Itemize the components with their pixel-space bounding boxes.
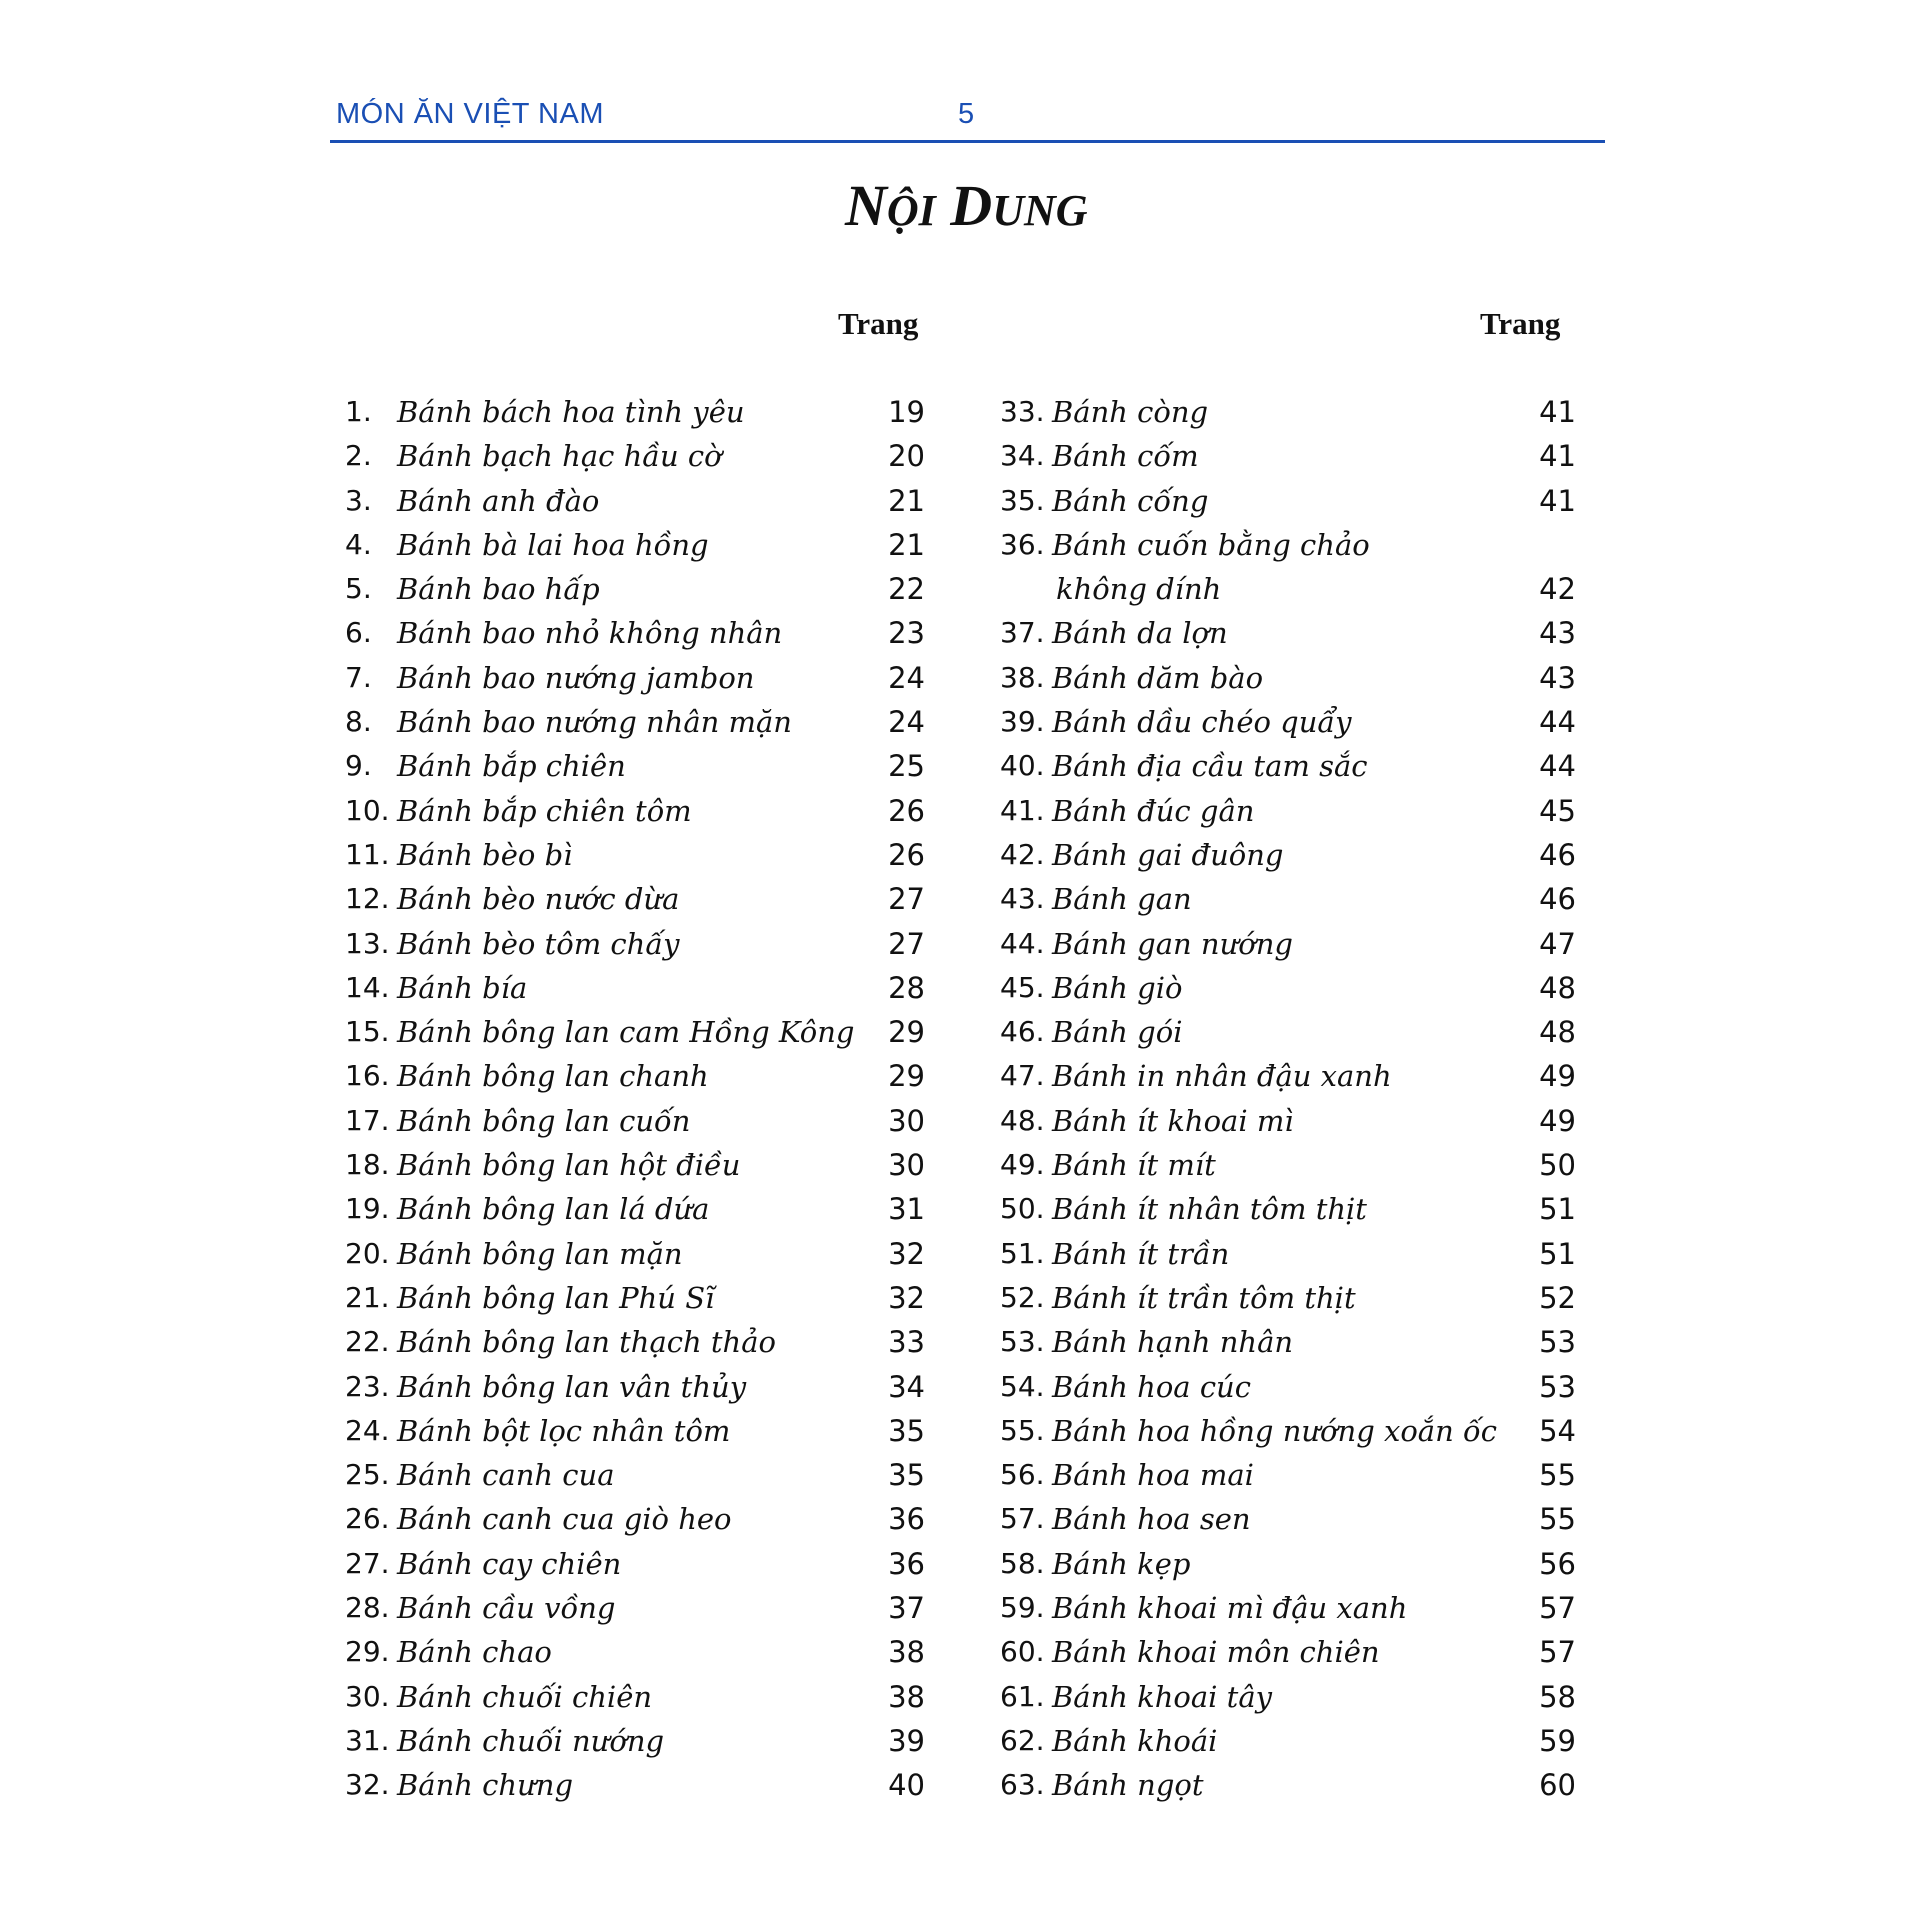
toc-entry bbox=[345, 1365, 925, 1409]
entry-page: 26 bbox=[888, 837, 925, 872]
entry-title: Bánh chuối nướng bbox=[397, 1723, 665, 1758]
entry-title: Bánh bông lan lá dứa bbox=[397, 1192, 710, 1227]
entry-page: 53 bbox=[1539, 1325, 1576, 1360]
toc-entry bbox=[345, 1409, 925, 1453]
entry-number: 60. bbox=[1000, 1635, 1045, 1669]
entry-title: Bánh hoa cúc bbox=[1052, 1369, 1251, 1404]
entry-page: 57 bbox=[1539, 1635, 1576, 1670]
entry-title: Bánh hoa mai bbox=[1052, 1458, 1254, 1493]
entry-number: 53. bbox=[1000, 1325, 1045, 1359]
entry-title: Bánh chao bbox=[397, 1635, 552, 1670]
entry-number: 37. bbox=[1000, 616, 1045, 650]
entry-title: Bánh chuối chiên bbox=[397, 1679, 653, 1714]
entry-number: 44. bbox=[1000, 926, 1045, 960]
entry-title: Bánh hoa sen bbox=[1052, 1502, 1251, 1537]
entry-number: 5. bbox=[345, 572, 372, 606]
toc-entry bbox=[345, 434, 925, 478]
toc-right-column bbox=[1000, 390, 1576, 1808]
toc-entry bbox=[1000, 1586, 1576, 1630]
entry-number: 11. bbox=[345, 837, 390, 871]
entry-page: 43 bbox=[1539, 660, 1576, 695]
entry-number: 52. bbox=[1000, 1280, 1045, 1314]
entry-number: 14. bbox=[345, 970, 390, 1004]
entry-title: Bánh bông lan chanh bbox=[397, 1059, 709, 1094]
toc-entry bbox=[1000, 1010, 1576, 1054]
entry-page: 55 bbox=[1539, 1458, 1576, 1493]
toc-entry bbox=[1000, 1719, 1576, 1763]
entry-page: 24 bbox=[888, 705, 925, 740]
entry-title: Bánh bông lan cam Hồng Kông bbox=[397, 1015, 855, 1050]
entry-number: 8. bbox=[345, 705, 372, 739]
entry-number: 42. bbox=[1000, 837, 1045, 871]
entry-number: 7. bbox=[345, 660, 372, 694]
entry-title: Bánh chưng bbox=[397, 1768, 574, 1803]
toc-entry bbox=[1000, 1497, 1576, 1541]
entry-number: 23. bbox=[345, 1369, 390, 1403]
entry-page: 53 bbox=[1539, 1369, 1576, 1404]
toc-entry bbox=[345, 1187, 925, 1231]
entry-page: 25 bbox=[888, 749, 925, 784]
entry-title: Bánh anh đào bbox=[397, 483, 600, 518]
entry-title: Bánh bông lan vân thủy bbox=[397, 1369, 747, 1404]
entry-page: 40 bbox=[888, 1768, 925, 1803]
toc-entry bbox=[345, 1054, 925, 1098]
entry-number: 46. bbox=[1000, 1015, 1045, 1049]
entry-page: 36 bbox=[888, 1546, 925, 1581]
entry-page: 54 bbox=[1539, 1413, 1576, 1448]
entry-title: Bánh bao hấp bbox=[397, 572, 600, 607]
toc-entry bbox=[1000, 789, 1576, 833]
entry-number: 6. bbox=[345, 616, 372, 650]
entry-page: 27 bbox=[888, 926, 925, 961]
right-column-header: Trang bbox=[1480, 306, 1561, 341]
entry-number: 35. bbox=[1000, 483, 1045, 517]
toc-entry bbox=[345, 922, 925, 966]
entry-page: 29 bbox=[888, 1015, 925, 1050]
entry-number: 33. bbox=[1000, 395, 1045, 428]
toc-entry bbox=[1000, 1365, 1576, 1409]
toc-entry bbox=[345, 479, 925, 523]
entry-title: Bánh địa cầu tam sắc bbox=[1052, 749, 1368, 784]
entry-title: Bánh bèo tôm chấy bbox=[397, 926, 680, 961]
entry-page: 57 bbox=[1539, 1591, 1576, 1626]
entry-title: Bánh da lợn bbox=[1052, 616, 1228, 651]
entry-title: Bánh cống bbox=[1052, 483, 1209, 518]
left-column-header: Trang bbox=[838, 306, 919, 341]
entry-page: 27 bbox=[888, 882, 925, 917]
toc-entry bbox=[1000, 523, 1576, 567]
entry-page: 59 bbox=[1539, 1723, 1576, 1758]
toc-entry bbox=[1000, 390, 1576, 434]
entry-title: Bánh bèo nước dừa bbox=[397, 882, 680, 917]
entry-number: 28. bbox=[345, 1591, 390, 1625]
entry-number: 13. bbox=[345, 926, 390, 960]
entry-title: Bánh ít trần bbox=[1052, 1236, 1230, 1271]
entry-number: 31. bbox=[345, 1723, 390, 1757]
toc-entry bbox=[345, 1010, 925, 1054]
entry-title: Bánh dầu chéo quẩy bbox=[1052, 705, 1352, 740]
entry-page: 32 bbox=[888, 1236, 925, 1271]
entry-page: 29 bbox=[888, 1059, 925, 1094]
entry-title: Bánh khoai môn chiên bbox=[1052, 1635, 1380, 1670]
entry-page: 21 bbox=[888, 527, 925, 562]
title-initial-n: N bbox=[845, 173, 887, 238]
entry-page: 56 bbox=[1539, 1546, 1576, 1581]
page-number: 5 bbox=[958, 98, 975, 130]
toc-entry bbox=[1000, 1099, 1576, 1143]
entry-title: Bánh bao nướng nhân mặn bbox=[397, 705, 792, 740]
toc-entry bbox=[345, 523, 925, 567]
toc-entry bbox=[1000, 966, 1576, 1010]
entry-page: 39 bbox=[888, 1723, 925, 1758]
entry-page: 52 bbox=[1539, 1280, 1576, 1315]
title-rest-2: UNG bbox=[992, 186, 1088, 235]
entry-number: 38. bbox=[1000, 660, 1045, 694]
entry-number: 22. bbox=[345, 1325, 390, 1359]
entry-number: 30. bbox=[345, 1679, 390, 1713]
toc-entry bbox=[345, 1497, 925, 1541]
toc-entry bbox=[345, 833, 925, 877]
entry-title: Bánh dăm bào bbox=[1052, 660, 1264, 695]
entry-number: 10. bbox=[345, 793, 390, 827]
entry-number: 27. bbox=[345, 1546, 390, 1580]
entry-page: 34 bbox=[888, 1369, 925, 1404]
entry-page: 49 bbox=[1539, 1059, 1576, 1094]
entry-page: 20 bbox=[888, 439, 925, 474]
toc-entry bbox=[345, 611, 925, 655]
entry-number: 49. bbox=[1000, 1148, 1045, 1182]
entry-title: Bánh bạch hạc hầu cờ bbox=[397, 439, 722, 474]
toc-entry bbox=[1000, 1453, 1576, 1497]
entry-number: 15. bbox=[345, 1015, 390, 1049]
entry-page: 48 bbox=[1539, 970, 1576, 1005]
entry-title: Bánh bông lan Phú Sĩ bbox=[397, 1280, 715, 1315]
entry-page: 30 bbox=[888, 1103, 925, 1138]
entry-number: 56. bbox=[1000, 1458, 1045, 1492]
entry-number: 3. bbox=[345, 483, 372, 517]
toc-entry bbox=[1000, 1409, 1576, 1453]
entry-page: 31 bbox=[888, 1192, 925, 1227]
running-header bbox=[330, 92, 1605, 143]
entry-title: không dính bbox=[1056, 572, 1222, 607]
toc-entry bbox=[345, 567, 925, 611]
entry-page: 46 bbox=[1539, 837, 1576, 872]
toc-entry bbox=[1000, 1763, 1576, 1807]
entry-number: 18. bbox=[345, 1148, 390, 1182]
toc-entry bbox=[1000, 434, 1576, 478]
entry-page: 51 bbox=[1539, 1236, 1576, 1271]
toc-entry bbox=[1000, 611, 1576, 655]
entry-page: 22 bbox=[888, 572, 925, 607]
entry-title: Bánh gan bbox=[1052, 882, 1192, 917]
entry-page: 44 bbox=[1539, 705, 1576, 740]
entry-page: 41 bbox=[1539, 395, 1576, 429]
entry-number: 47. bbox=[1000, 1059, 1045, 1093]
toc-entry bbox=[1000, 656, 1576, 700]
entry-page: 43 bbox=[1539, 616, 1576, 651]
entry-title: Bánh đúc gân bbox=[1052, 793, 1255, 828]
entry-number: 34. bbox=[1000, 439, 1045, 473]
entry-number: 41. bbox=[1000, 793, 1045, 827]
entry-title: Bánh khoai tây bbox=[1052, 1679, 1272, 1714]
entry-number: 43. bbox=[1000, 882, 1045, 916]
toc-entry bbox=[1000, 1675, 1576, 1719]
entry-page: 45 bbox=[1539, 793, 1576, 828]
entry-number: 62. bbox=[1000, 1723, 1045, 1757]
entry-title: Bánh gan nướng bbox=[1052, 926, 1293, 961]
entry-title: Bánh gói bbox=[1052, 1015, 1183, 1050]
entry-number: 45. bbox=[1000, 970, 1045, 1004]
entry-title: Bánh bắp chiên tôm bbox=[397, 793, 692, 828]
toc-entry bbox=[345, 966, 925, 1010]
entry-page: 23 bbox=[888, 616, 925, 651]
entry-number: 50. bbox=[1000, 1192, 1045, 1226]
entry-number: 12. bbox=[345, 882, 390, 916]
entry-title: Bánh bèo bì bbox=[397, 837, 573, 872]
entry-page: 32 bbox=[888, 1280, 925, 1315]
entry-title: Bánh bía bbox=[397, 970, 528, 1005]
entry-number: 58. bbox=[1000, 1546, 1045, 1580]
entry-page: 60 bbox=[1539, 1768, 1576, 1803]
toc-entry bbox=[1000, 744, 1576, 788]
entry-page: 58 bbox=[1539, 1679, 1576, 1714]
book-title: MÓN ĂN VIỆT NAM bbox=[336, 98, 604, 130]
toc-entry bbox=[345, 789, 925, 833]
toc-entry bbox=[1000, 1054, 1576, 1098]
toc-entry bbox=[345, 1320, 925, 1364]
entry-title: Bánh canh cua bbox=[397, 1458, 615, 1493]
entry-page: 36 bbox=[888, 1502, 925, 1537]
toc-entry bbox=[1000, 922, 1576, 966]
entry-number: 25. bbox=[345, 1458, 390, 1492]
toc-entry bbox=[345, 1099, 925, 1143]
entry-title: Bánh bao nhỏ không nhân bbox=[397, 616, 783, 651]
entry-title: Bánh cay chiên bbox=[397, 1546, 622, 1581]
entry-number: 19. bbox=[345, 1192, 390, 1226]
entry-number: 2. bbox=[345, 439, 372, 473]
toc-entry bbox=[345, 700, 925, 744]
entry-title: Bánh bà lai hoa hồng bbox=[397, 527, 709, 562]
entry-page: 19 bbox=[888, 395, 925, 429]
entry-page: 44 bbox=[1539, 749, 1576, 784]
toc-entry bbox=[345, 1675, 925, 1719]
entry-page: 46 bbox=[1539, 882, 1576, 917]
entry-title: Bánh bông lan cuốn bbox=[397, 1103, 691, 1138]
toc-entry bbox=[345, 744, 925, 788]
entry-title: Bánh cốm bbox=[1052, 439, 1199, 474]
entry-title: Bánh bông lan hột điều bbox=[397, 1148, 741, 1183]
entry-page: 37 bbox=[888, 1591, 925, 1626]
entry-number: 29. bbox=[345, 1635, 390, 1669]
toc-entry bbox=[1000, 700, 1576, 744]
entry-title: Bánh hạnh nhân bbox=[1052, 1325, 1294, 1360]
entry-number: 24. bbox=[345, 1413, 390, 1447]
toc-entry bbox=[345, 390, 925, 434]
toc-entry bbox=[345, 1276, 925, 1320]
entry-title: Bánh bột lọc nhân tôm bbox=[397, 1413, 731, 1448]
entry-number: 48. bbox=[1000, 1103, 1045, 1137]
entry-page: 35 bbox=[888, 1458, 925, 1493]
entry-number: 39. bbox=[1000, 705, 1045, 739]
entry-page: 21 bbox=[888, 483, 925, 518]
entry-number: 40. bbox=[1000, 749, 1045, 783]
entry-page: 42 bbox=[1539, 572, 1576, 607]
toc-left-column bbox=[345, 390, 925, 1808]
entry-number: 16. bbox=[345, 1059, 390, 1093]
toc-entry bbox=[345, 1453, 925, 1497]
entry-title: Bánh ít mít bbox=[1052, 1148, 1216, 1183]
entry-title: Bánh hoa hồng nướng xoắn ốc bbox=[1052, 1413, 1497, 1448]
toc-entry bbox=[1000, 877, 1576, 921]
title-rest-1: ỘI bbox=[886, 186, 936, 235]
entry-page: 28 bbox=[888, 970, 925, 1005]
toc-entry bbox=[345, 1763, 925, 1807]
entry-number: 59. bbox=[1000, 1591, 1045, 1625]
entry-title: Bánh còng bbox=[1052, 395, 1209, 429]
toc-entry bbox=[1000, 479, 1576, 523]
entry-title: Bánh cuốn bằng chảo bbox=[1052, 527, 1370, 562]
entry-number: 55. bbox=[1000, 1413, 1045, 1447]
toc-entry bbox=[1000, 1276, 1576, 1320]
entry-title: Bánh cầu vồng bbox=[397, 1591, 616, 1626]
entry-page: 38 bbox=[888, 1679, 925, 1714]
toc-entry bbox=[1000, 1187, 1576, 1231]
entry-page: 33 bbox=[888, 1325, 925, 1360]
title-initial-d: D bbox=[950, 173, 993, 238]
entry-page: 50 bbox=[1539, 1148, 1576, 1183]
entry-page: 38 bbox=[888, 1635, 925, 1670]
entry-number: 21. bbox=[345, 1280, 390, 1314]
entry-number: 63. bbox=[1000, 1768, 1045, 1802]
entry-number: 57. bbox=[1000, 1502, 1045, 1536]
entry-page: 24 bbox=[888, 660, 925, 695]
entry-number: 1. bbox=[345, 395, 372, 428]
entry-page: 41 bbox=[1539, 483, 1576, 518]
entry-title: Bánh bông lan thạch thảo bbox=[397, 1325, 776, 1360]
entry-number: 4. bbox=[345, 527, 372, 561]
entry-title: Bánh in nhân đậu xanh bbox=[1052, 1059, 1392, 1094]
entry-page: 49 bbox=[1539, 1103, 1576, 1138]
toc-entry bbox=[1000, 1143, 1576, 1187]
toc-entry bbox=[345, 1143, 925, 1187]
entry-number: 61. bbox=[1000, 1679, 1045, 1713]
entry-page: 35 bbox=[888, 1413, 925, 1448]
entry-title: Bánh gai đuông bbox=[1052, 837, 1284, 872]
entry-title: Bánh bao nướng jambon bbox=[397, 660, 755, 695]
toc-entry bbox=[1000, 1232, 1576, 1276]
page-title bbox=[845, 172, 1088, 239]
toc-entry bbox=[345, 1630, 925, 1674]
entry-number: 20. bbox=[345, 1236, 390, 1270]
entry-title: Bánh ít nhân tôm thịt bbox=[1052, 1192, 1367, 1227]
entry-number: 9. bbox=[345, 749, 372, 783]
entry-title: Bánh bông lan mặn bbox=[397, 1236, 683, 1271]
entry-page: 48 bbox=[1539, 1015, 1576, 1050]
entry-title: Bánh ít khoai mì bbox=[1052, 1103, 1294, 1138]
toc-entry bbox=[1000, 833, 1576, 877]
toc-entry bbox=[1000, 567, 1576, 611]
entry-title: Bánh bách hoa tình yêu bbox=[397, 395, 745, 429]
entry-title: Bánh khoai mì đậu xanh bbox=[1052, 1591, 1408, 1626]
toc-entry bbox=[345, 1542, 925, 1586]
toc-entry bbox=[345, 1586, 925, 1630]
entry-number: 32. bbox=[345, 1768, 390, 1802]
toc-entry bbox=[1000, 1542, 1576, 1586]
toc-entry bbox=[345, 1719, 925, 1763]
entry-title: Bánh kẹp bbox=[1052, 1546, 1191, 1581]
entry-page: 55 bbox=[1539, 1502, 1576, 1537]
entry-title: Bánh giò bbox=[1052, 970, 1183, 1005]
entry-number: 26. bbox=[345, 1502, 390, 1536]
entry-title: Bánh khoái bbox=[1052, 1723, 1218, 1758]
entry-title: Bánh ngọt bbox=[1052, 1768, 1204, 1803]
entry-number: 36. bbox=[1000, 527, 1045, 561]
entry-number: 51. bbox=[1000, 1236, 1045, 1270]
toc-entry bbox=[1000, 1320, 1576, 1364]
toc-entry bbox=[345, 877, 925, 921]
entry-page: 41 bbox=[1539, 439, 1576, 474]
toc-entry bbox=[345, 656, 925, 700]
entry-page: 30 bbox=[888, 1148, 925, 1183]
entry-title: Bánh ít trần tôm thịt bbox=[1052, 1280, 1356, 1315]
entry-number: 54. bbox=[1000, 1369, 1045, 1403]
entry-number: 17. bbox=[345, 1103, 390, 1137]
entry-title: Bánh canh cua giò heo bbox=[397, 1502, 732, 1537]
entry-page: 26 bbox=[888, 793, 925, 828]
entry-title: Bánh bắp chiên bbox=[397, 749, 626, 784]
entry-page: 47 bbox=[1539, 926, 1576, 961]
entry-page: 51 bbox=[1539, 1192, 1576, 1227]
toc-entry bbox=[345, 1232, 925, 1276]
toc-entry bbox=[1000, 1630, 1576, 1674]
